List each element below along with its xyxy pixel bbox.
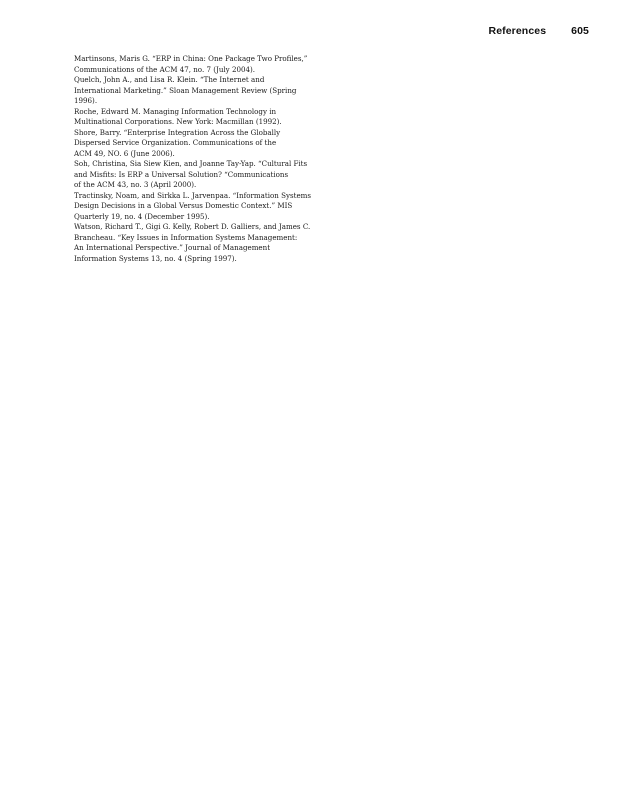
reference-line: Brancheau. “Key Issues in Information Systems Management: (74, 232, 298, 242)
reference-line: Design Decisions in a Global Versus Domestic Context.” MIS (74, 201, 293, 210)
reference-line: Multinational Corporations. New York: Macmillan (1992). (74, 117, 282, 126)
section-title: References (488, 25, 547, 37)
reference-line: Dispersed Service Organization. Communications of the (74, 138, 277, 147)
reference-line: Quelch, John A., and Lisa R. Klein. “The Internet and (74, 75, 265, 84)
reference-line: and Misfits: Is ERP a Universal Solution? “Communications (74, 169, 289, 179)
reference-entry (74, 159, 330, 191)
reference-line: Communications of the ACM 47, no. 7 (July 2004). (74, 64, 256, 74)
reference-line: ACM 49, NO. 6 (June 2006). (74, 148, 175, 158)
reference-entry (74, 128, 330, 160)
reference-line: Martinsons, Maris G. “ERP in China: One Package Two Profiles,” (74, 54, 308, 63)
reference-line: Quarterly 19, no. 4 (December 1995). (74, 211, 210, 221)
reference-line: Shore, Barry. “Enterprise Integration Across the Globally (74, 127, 281, 137)
page-number: 605 (571, 25, 589, 37)
reference-entry (74, 75, 330, 107)
reference-line: 1996). (74, 96, 98, 105)
reference-list (74, 54, 330, 264)
reference-entry (74, 191, 330, 223)
reference-entry (74, 222, 330, 264)
reference-line: Tractinsky, Noam, and Sirkka L. Jarvenpaa. “Information Systems (74, 190, 312, 200)
reference-entry (74, 107, 330, 128)
reference-line: of the ACM 43, no. 3 (April 2000). (74, 180, 197, 189)
reference-line: Soh, Christina, Sia Siew Kien, and Joanne Tay-Yap. “Cultural Fits (74, 159, 308, 168)
reference-line: Roche, Edward M. Managing Information Technology in (74, 106, 277, 116)
reference-entry (74, 54, 330, 75)
running-head (489, 25, 589, 37)
reference-line: International Marketing.” Sloan Management Review (Spring (74, 85, 297, 95)
reference-line: Watson, Richard T., Gigi G. Kelly, Robert D. Galliers, and James C. (74, 222, 311, 231)
reference-line: Information Systems 13, no. 4 (Spring 1997). (74, 253, 237, 263)
reference-line: An International Perspective.” Journal of Management (74, 243, 271, 252)
